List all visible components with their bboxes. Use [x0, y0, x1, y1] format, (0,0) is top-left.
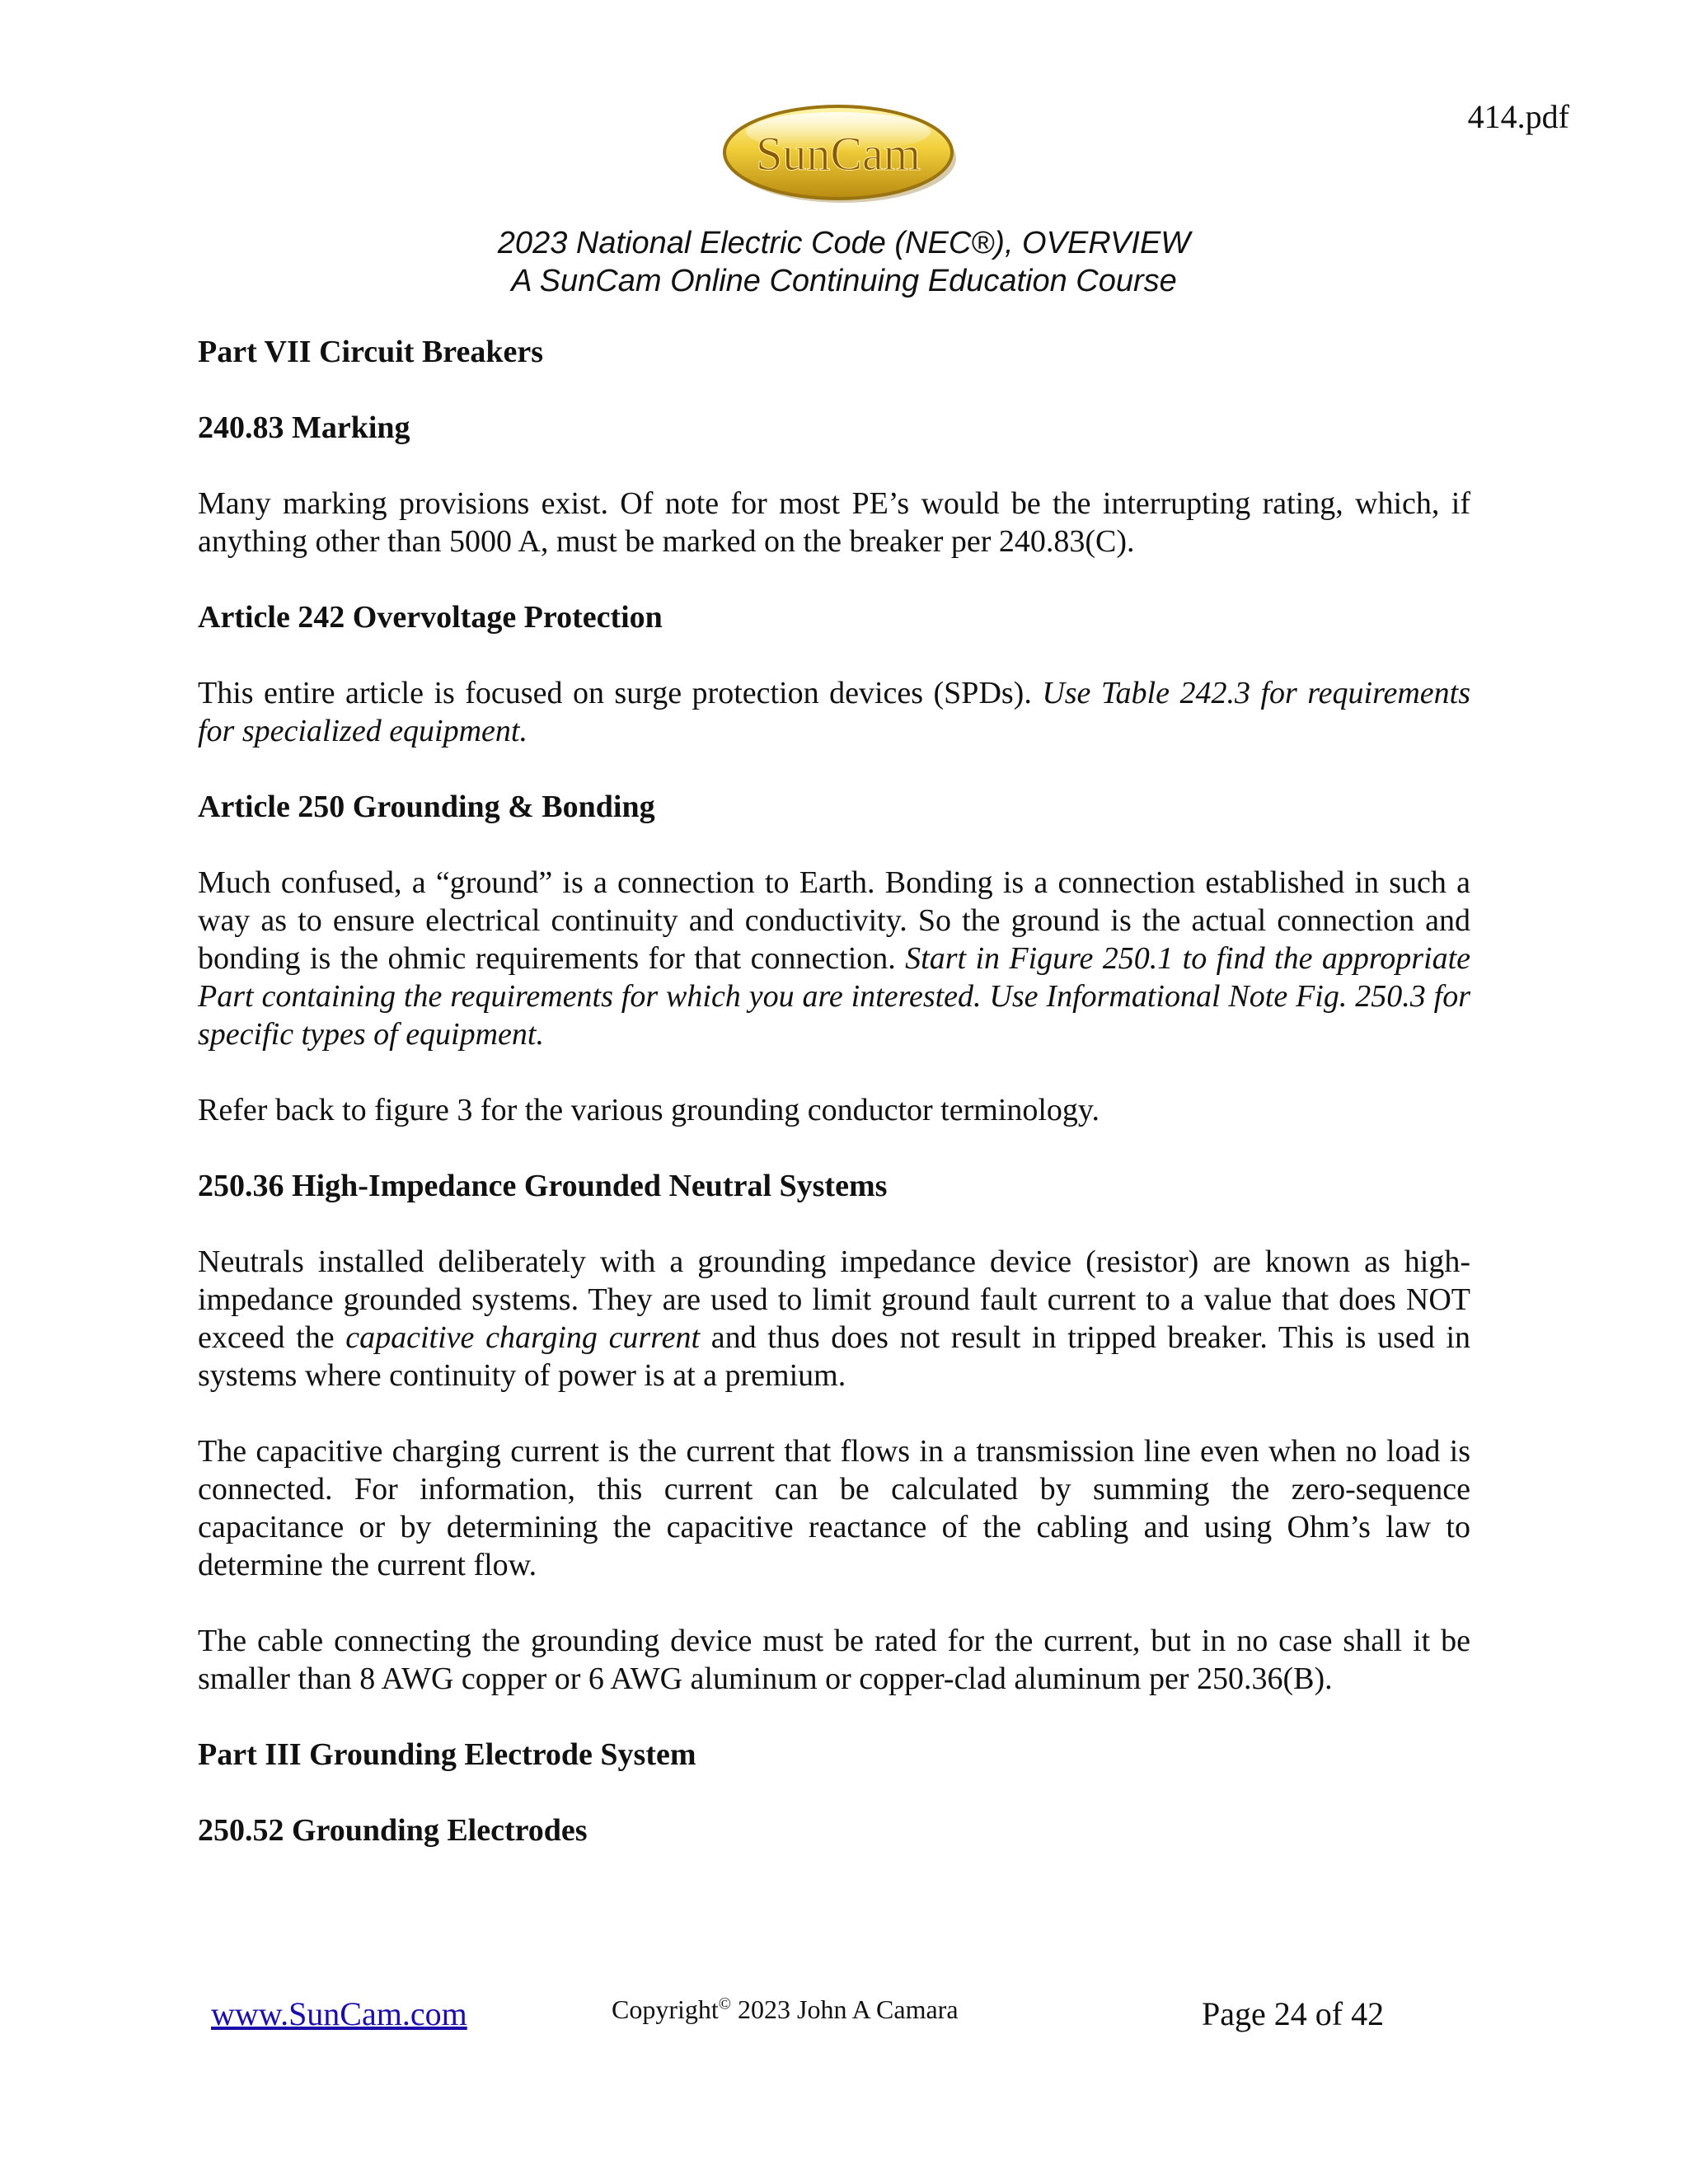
grounding-text: Much confused, a “ground” is a connection to Earth. Bonding is a connection established in such a way as to ensure electrical continuity and conductivity. So the ground is the actual connection and bonding is the ohmic requirements for that connection.	[198, 865, 1470, 976]
overvoltage-text: This entire article is focused on surge protection devices (SPDs).	[198, 676, 1043, 710]
copyright-word: Copyright	[612, 1994, 719, 2024]
paragraph-capacitive-current: The capacitive charging current is the current that flows in a transmission line even when no load is connected. For information, this current can be calculated by summing the zero-sequence capacitance or by determining the capacitive reactance of the cabling and using Ohm’s law to determine the current flow.	[198, 1434, 1470, 1582]
logo-text: SunCam	[756, 127, 921, 180]
paragraph-grounding	[198, 864, 1470, 1053]
course-title: 2023 National Electric Code (NEC®), OVERVIEW	[497, 226, 1191, 260]
paragraph-figure-ref: Refer back to figure 3 for the various grounding conductor terminology.	[198, 1093, 1100, 1127]
paragraph-cable-size: The cable connecting the grounding device must be rated for the current, but in no case shall it be smaller than 8 AWG copper or 6 AWG aluminum or copper-clad aluminum per 250.36(B).	[198, 1624, 1470, 1696]
heading-part-iii: Part III Grounding Electrode System	[198, 1737, 696, 1772]
high-impedance-term: capacitive charging current	[345, 1320, 701, 1355]
high-impedance-text-1: Neutrals installed deliberately with a grounding impedance device (resistor) are known as high-impedance grounded systems. They are used to limit ground fault current to a value that does NOT exceed the	[198, 1244, 1470, 1355]
overvoltage-note: Use Table 242.3 for requirements for specialized equipment.	[198, 676, 1470, 748]
paragraph-overvoltage	[198, 674, 1470, 750]
heading-250-36: 250.36 High-Impedance Grounded Neutral Systems	[198, 1169, 888, 1203]
heading-250-52: 250.52 Grounding Electrodes	[198, 1813, 588, 1848]
suncam-logo	[720, 101, 959, 206]
course-subtitle: A SunCam Online Continuing Education Course	[511, 264, 1177, 298]
paragraph-high-impedance	[198, 1243, 1470, 1394]
document-body	[198, 333, 1470, 1887]
page-footer	[0, 1990, 1688, 2039]
page-number: Page 24 of 42	[1202, 1995, 1385, 2032]
copyright-symbol: ©	[718, 1994, 731, 2013]
heading-article-242: Article 242 Overvoltage Protection	[198, 600, 663, 635]
copyright-notice	[612, 1994, 959, 2025]
suncam-website-link[interactable]: www.SunCam.com	[211, 1995, 467, 2032]
file-name: 414.pdf	[1467, 98, 1569, 135]
high-impedance-text-2: and thus does not result in tripped breaker. This is used in systems where continuity of power is at a premium.	[198, 1320, 1471, 1393]
heading-240-83: 240.83 Marking	[198, 410, 410, 445]
copyright-holder: 2023 John A Camara	[730, 1994, 959, 2024]
paragraph-marking: Many marking provisions exist. Of note for most PE’s would be the interrupting rating, which, if anything other than 5000 A, must be marked on the breaker per 240.83(C).	[198, 486, 1470, 559]
heading-part-vii: Part VII Circuit Breakers	[198, 335, 544, 369]
grounding-note: Start in Figure 250.1 to find the appropriate Part containing the requirements for which you are interested. Use Informational Note Fig. 250.3 for specific types of equipment.	[198, 941, 1471, 1052]
course-header	[0, 224, 1688, 300]
heading-article-250: Article 250 Grounding & Bonding	[198, 790, 655, 824]
